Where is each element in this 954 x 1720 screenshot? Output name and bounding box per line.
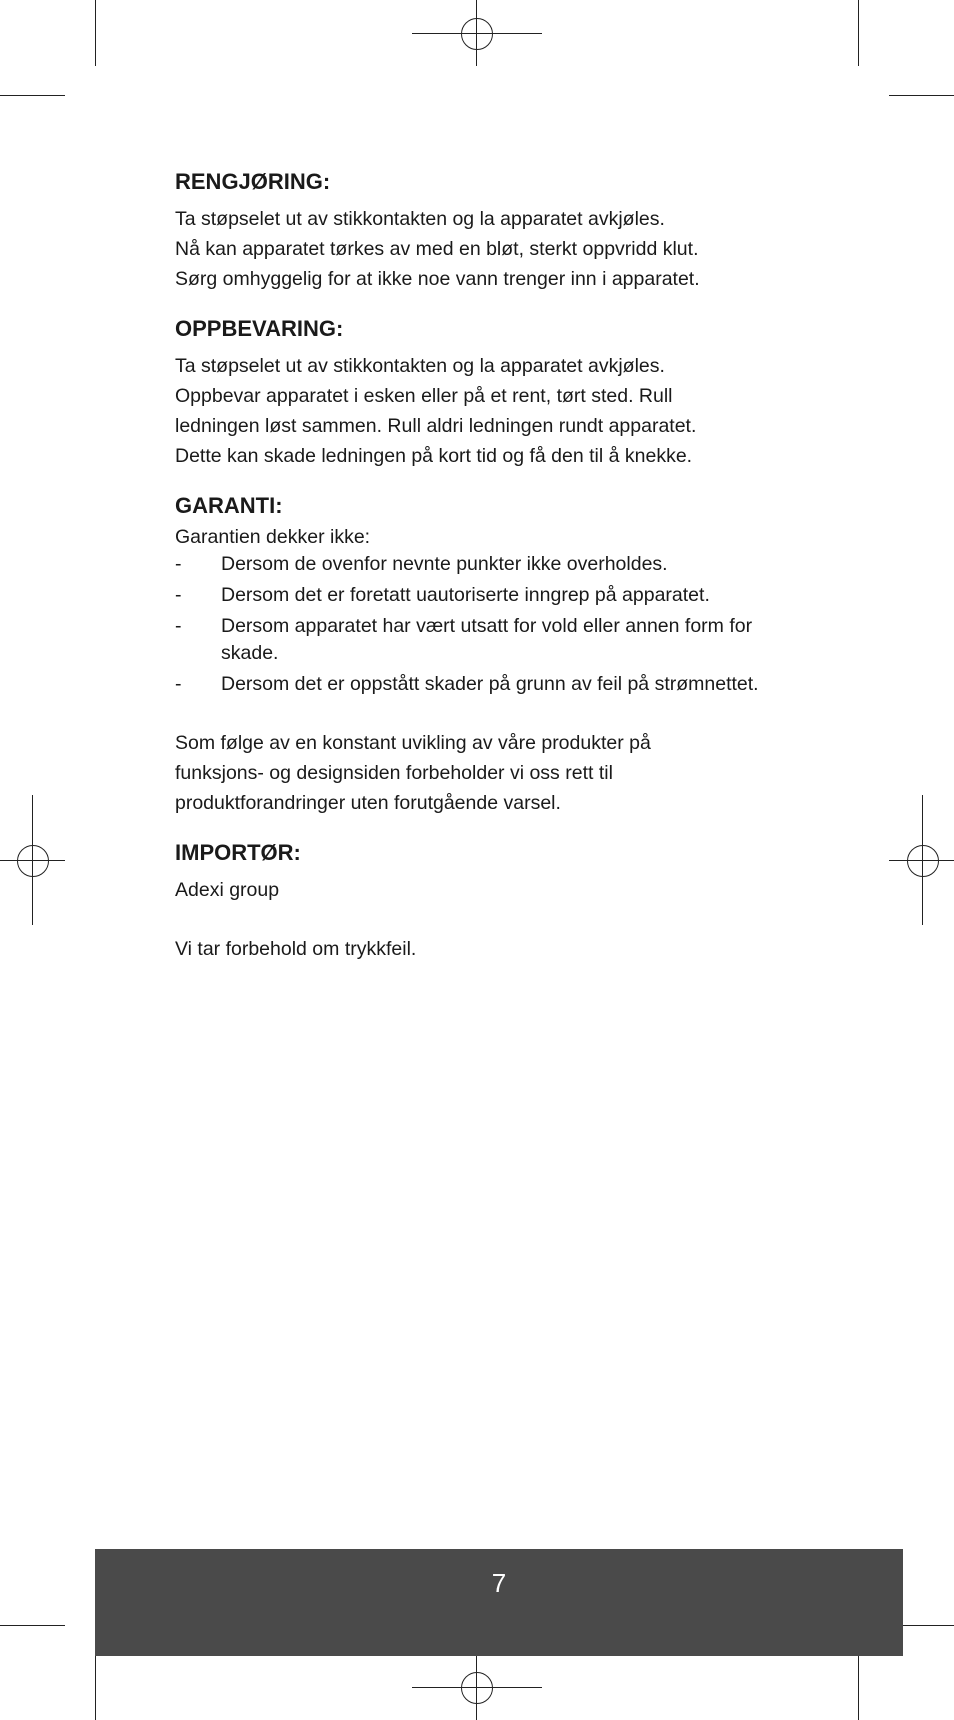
crop-mark-top-left-horizontal xyxy=(0,95,65,96)
registration-right-circle xyxy=(907,845,939,877)
crop-mark-top-right-vertical xyxy=(858,0,859,66)
list-item-text: Dersom de ovenfor nevnte punkter ikke overholdes. xyxy=(221,553,668,575)
list-item xyxy=(175,671,795,698)
crop-mark-bottom-right-vertical xyxy=(858,1656,859,1720)
product-change-notice xyxy=(175,728,795,818)
importer-heading: IMPORTØR: xyxy=(175,840,301,865)
dash-bullet: - xyxy=(175,615,182,637)
storage-line: Oppbevar apparatet i esken eller på et rent, tørt sted. Rull xyxy=(175,385,673,407)
cleaning-line: Nå kan apparatet tørkes av med en bløt, sterkt oppvridd klut. xyxy=(175,238,699,260)
list-item-text: Dersom det er oppstått skader på grunn av feil på strømnettet. xyxy=(221,673,759,695)
cleaning-line: Ta støpselet ut av stikkontakten og la apparatet avkjøles. xyxy=(175,208,665,230)
manual-page-content xyxy=(175,167,795,984)
list-item-text: Dersom det er foretatt uautoriserte inngrep på apparatet. xyxy=(221,584,710,606)
warranty-section xyxy=(175,491,795,818)
registration-bottom-circle xyxy=(461,1672,493,1704)
page-footer-bar xyxy=(95,1549,903,1656)
warranty-heading: GARANTI: xyxy=(175,493,283,518)
cleaning-section xyxy=(175,167,795,294)
notice-line: funksjons- og designsiden forbeholder vi oss rett til xyxy=(175,762,613,784)
storage-line: Dette kan skade ledningen på kort tid og få den til å knekke. xyxy=(175,445,693,467)
crop-mark-bottom-left-vertical xyxy=(95,1656,96,1720)
warranty-exclusions-list xyxy=(175,551,795,698)
dash-bullet: - xyxy=(175,584,182,606)
cleaning-heading: RENGJØRING: xyxy=(175,169,331,194)
storage-line: Ta støpselet ut av stikkontakten og la apparatet avkjøles. xyxy=(175,355,665,377)
registration-top-circle xyxy=(461,18,493,50)
registration-left-circle xyxy=(17,845,49,877)
importer-name: Adexi group xyxy=(175,879,280,901)
print-disclaimer: Vi tar forbehold om trykkfeil. xyxy=(175,938,417,960)
notice-line: Som følge av en konstant uvikling av våre produkter på xyxy=(175,732,651,754)
page-number: 7 xyxy=(491,1568,507,1598)
list-item xyxy=(175,551,795,578)
storage-line: ledningen løst sammen. Rull aldri ledningen rundt apparatet. xyxy=(175,415,697,437)
list-item xyxy=(175,582,795,609)
cleaning-line: Sørg omhyggelig for at ikke noe vann trenger inn i apparatet. xyxy=(175,268,700,290)
crop-mark-top-right-horizontal xyxy=(889,95,954,96)
dash-bullet: - xyxy=(175,553,182,575)
storage-section xyxy=(175,314,795,471)
crop-mark-bottom-left-horizontal xyxy=(0,1625,65,1626)
list-item-text: Dersom apparatet har vært utsatt for vold eller annen form for skade. xyxy=(221,615,753,664)
list-item xyxy=(175,613,795,667)
dash-bullet: - xyxy=(175,673,182,695)
importer-section xyxy=(175,838,795,964)
notice-line: produktforandringer uten forutgående varsel. xyxy=(175,792,561,814)
storage-heading: OPPBEVARING: xyxy=(175,316,344,341)
warranty-intro: Garantien dekker ikke: xyxy=(175,526,371,548)
crop-mark-top-left-vertical xyxy=(95,0,96,66)
